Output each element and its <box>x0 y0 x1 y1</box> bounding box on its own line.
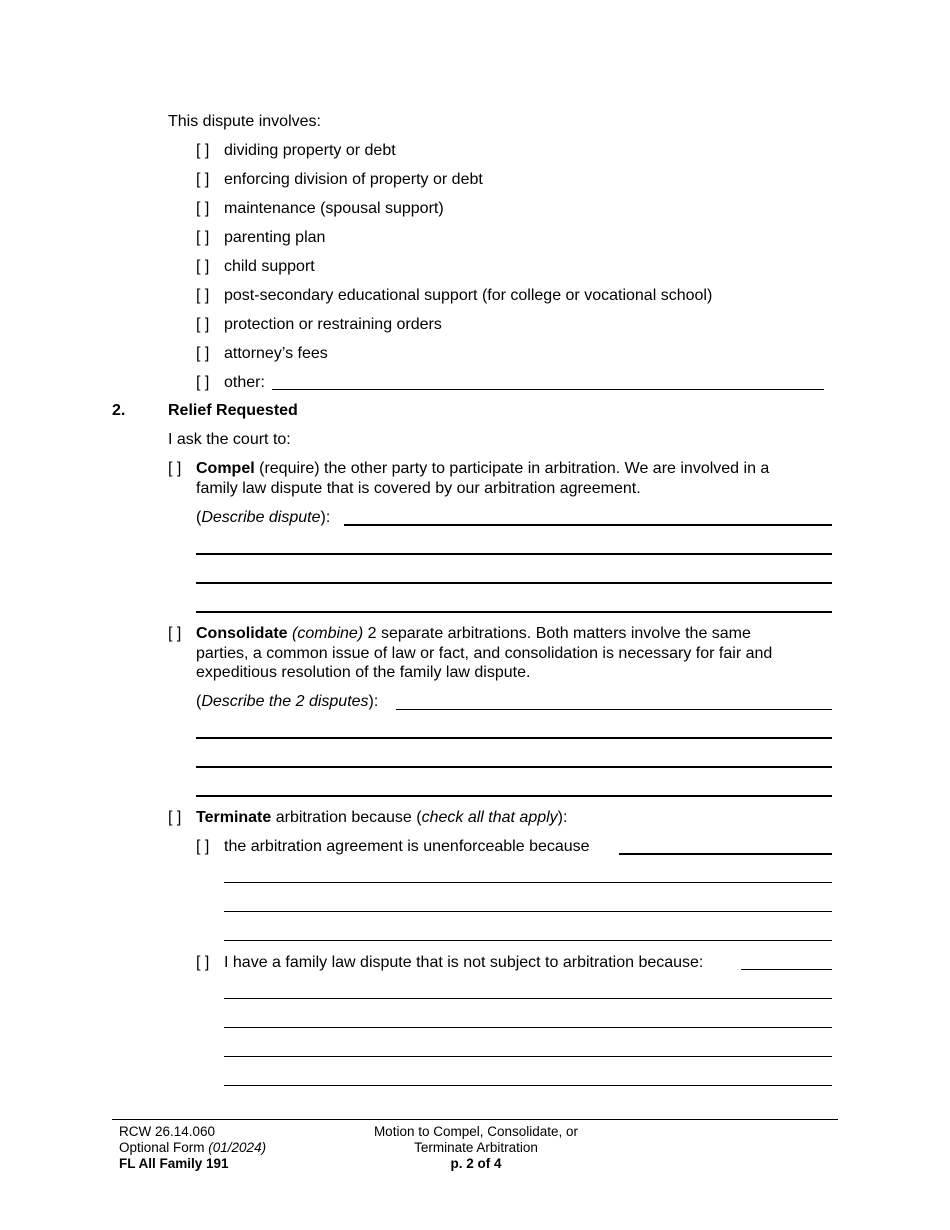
unenforceable-blank-line[interactable] <box>619 853 832 855</box>
consolidate-blank-line[interactable] <box>196 766 832 768</box>
compel-blank-line[interactable] <box>196 582 832 584</box>
not-subject-blank-line[interactable] <box>224 998 832 999</box>
section-number: 2. <box>112 402 126 419</box>
not-subject-blank-line[interactable] <box>224 1085 832 1086</box>
unenforceable-blank-line[interactable] <box>224 882 832 883</box>
checkbox-compel[interactable]: [ ] <box>168 460 182 477</box>
terminate-line <box>196 809 567 827</box>
describe-italic: Describe the 2 disputes <box>201 693 369 710</box>
not-subject-blank-line[interactable] <box>741 969 832 970</box>
footer-optional <box>119 1140 266 1156</box>
dispute-item: maintenance (spousal support) <box>224 200 444 217</box>
section-lead: I ask the court to: <box>168 431 291 448</box>
unenforceable-blank-line[interactable] <box>224 911 832 912</box>
compel-blank-line[interactable] <box>196 611 832 613</box>
terminate-bold: Terminate <box>196 809 272 826</box>
checkbox[interactable]: [ ] <box>196 287 210 304</box>
compel-blank-line[interactable] <box>344 524 832 526</box>
terminate-text: arbitration because ( <box>271 809 422 826</box>
optional-label: Optional Form <box>119 1140 209 1155</box>
other-blank-line[interactable] <box>272 389 824 390</box>
compel-blank-line[interactable] <box>196 553 832 555</box>
consolidate-blank-line[interactable] <box>196 737 832 739</box>
compel-text: (require) the other party to participate in arbitration. We are involved in a <box>254 460 770 477</box>
dispute-item: enforcing division of property or debt <box>224 171 483 188</box>
consolidate-italic: (combine) <box>292 625 364 642</box>
consolidate-describe-label <box>196 693 378 711</box>
dispute-item-other: other: <box>224 374 265 391</box>
footer-rcw: RCW 26.14.060 <box>119 1124 216 1139</box>
intro-text: This dispute involves: <box>168 113 321 130</box>
form-date: (01/2024) <box>208 1140 267 1155</box>
consolidate-text: 2 separate arbitrations. Both matters involve the same <box>363 625 751 642</box>
footer-left <box>119 1124 266 1172</box>
checkbox[interactable]: [ ] <box>196 171 210 188</box>
dispute-item: protection or restraining orders <box>224 316 442 333</box>
unenforceable-text: the arbitration agreement is unenforceable because <box>224 838 590 855</box>
checkbox-consolidate[interactable]: [ ] <box>168 625 182 642</box>
terminate-italic: check all that apply <box>421 809 558 826</box>
consolidate-line-3: expeditious resolution of the family law dispute. <box>196 664 531 681</box>
checkbox[interactable]: [ ] <box>196 374 210 391</box>
not-subject-text: I have a family law dispute that is not subject to arbitration because: <box>224 954 704 971</box>
not-subject-blank-line[interactable] <box>224 1027 832 1028</box>
describe-italic: Describe dispute <box>201 509 321 526</box>
checkbox-unenforceable[interactable]: [ ] <box>196 838 210 855</box>
dispute-item: post-secondary educational support (for college or vocational school) <box>224 287 713 304</box>
footer-title-2: Terminate Arbitration <box>414 1140 538 1155</box>
consolidate-line-1 <box>196 625 751 643</box>
footer-rule <box>112 1119 838 1120</box>
checkbox[interactable]: [ ] <box>196 316 210 333</box>
compel-line-2: family law dispute that is covered by our arbitration agreement. <box>196 480 641 497</box>
paren: ( <box>196 693 202 710</box>
dispute-item: attorney’s fees <box>224 345 328 362</box>
consolidate-bold: Consolidate <box>196 625 288 642</box>
terminate-close: ): <box>557 809 568 826</box>
footer-page: p. 2 of 4 <box>450 1156 502 1171</box>
footer-center <box>330 1124 622 1172</box>
consolidate-blank-line[interactable] <box>196 795 832 797</box>
paren: ): <box>368 693 379 710</box>
dispute-item: child support <box>224 258 315 275</box>
section-title: Relief Requested <box>168 402 298 419</box>
checkbox[interactable]: [ ] <box>196 229 210 246</box>
not-subject-blank-line[interactable] <box>224 1056 832 1057</box>
consolidate-line-2: parties, a common issue of law or fact, and consolidation is necessary for fair and <box>196 645 773 662</box>
compel-describe-label <box>196 509 330 527</box>
paren: ): <box>320 509 331 526</box>
paren: ( <box>196 509 202 526</box>
consolidate-blank-line[interactable] <box>396 709 832 710</box>
unenforceable-blank-line[interactable] <box>224 940 832 941</box>
checkbox-not-subject[interactable]: [ ] <box>196 954 210 971</box>
footer-form-id: FL All Family 191 <box>119 1156 229 1171</box>
checkbox[interactable]: [ ] <box>196 345 210 362</box>
footer-title-1: Motion to Compel, Consolidate, or <box>373 1124 579 1139</box>
checkbox[interactable]: [ ] <box>196 200 210 217</box>
checkbox-terminate[interactable]: [ ] <box>168 809 182 826</box>
compel-bold: Compel <box>196 460 255 477</box>
dispute-item: dividing property or debt <box>224 142 396 159</box>
compel-line-1 <box>196 460 769 478</box>
checkbox[interactable]: [ ] <box>196 258 210 275</box>
checkbox[interactable]: [ ] <box>196 142 210 159</box>
dispute-item: parenting plan <box>224 229 326 246</box>
